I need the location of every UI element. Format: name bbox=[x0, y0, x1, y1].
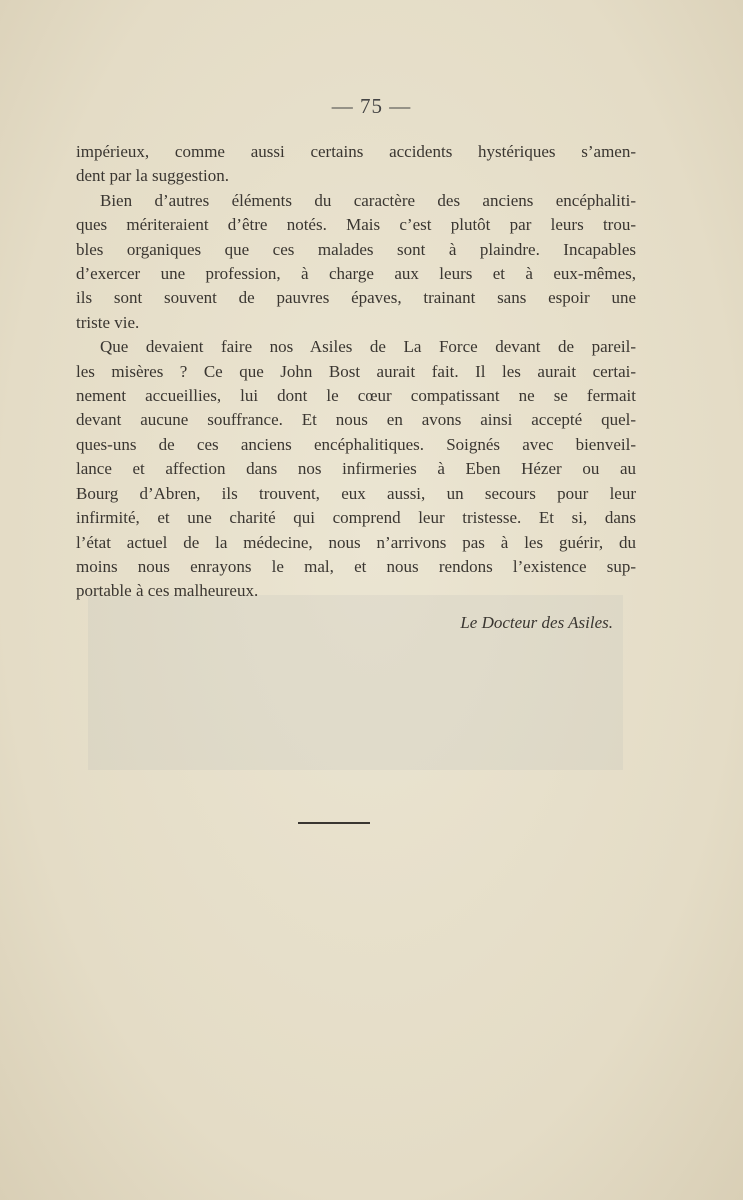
text-line: les misères ? Ce que John Bost aurait fait. Il les aurait certai- bbox=[76, 361, 636, 381]
text-line: moins nous enrayons le mal, et nous rendons l’existence sup- bbox=[76, 556, 636, 576]
paragraph-2 bbox=[76, 189, 636, 335]
text-line: lance et affection dans nos infirmeries à Eben Hézer ou au bbox=[76, 459, 636, 479]
text-line: bles organiques que ces malades sont à plaindre. Incapables bbox=[76, 239, 636, 259]
text-line: l’état actuel de la médecine, nous n’arrivons pas à les guérir, du bbox=[76, 532, 636, 552]
body-text bbox=[76, 140, 636, 604]
text-line: portable à ces malheureux. bbox=[76, 581, 259, 601]
signature: Le Docteur des Asiles. bbox=[460, 613, 613, 632]
text-line: nement accueillies, lui dont le cœur compatissant ne se fermait bbox=[76, 386, 636, 406]
text-line: Bien d’autres éléments du caractère des anciens encéphaliti- bbox=[100, 190, 636, 210]
section-rule bbox=[298, 822, 370, 824]
text-line: devant aucune souffrance. Et nous en avons ainsi accepté quel- bbox=[76, 410, 636, 430]
paragraph-1 bbox=[76, 140, 636, 189]
text-line: Bourg d’Abren, ils trouvent, eux aussi, un secours pour leur bbox=[76, 483, 636, 503]
page-number: — 75 — bbox=[331, 94, 412, 118]
paragraph-3 bbox=[76, 335, 636, 603]
text-line: dent par la suggestion. bbox=[76, 166, 229, 186]
text-line: impérieux, comme aussi certains accidents hystériques s’amen- bbox=[76, 142, 636, 161]
text-line: ques mériteraient d’être notés. Mais c’est plutôt par leurs trou- bbox=[76, 215, 636, 235]
text-line: infirmité, et une charité qui comprend leur tristesse. Et si, dans bbox=[76, 508, 636, 528]
text-line: ques-uns de ces anciens encéphalitiques. Soignés avec bienveil- bbox=[76, 434, 636, 454]
text-line: ils sont souvent de pauvres épaves, trainant sans espoir une bbox=[76, 288, 636, 308]
text-line: triste vie. bbox=[76, 312, 140, 332]
text-line: Que devaient faire nos Asiles de La Force devant de pareil- bbox=[100, 337, 636, 357]
text-line: d’exercer une profession, à charge aux leurs et à eux-mêmes, bbox=[76, 264, 636, 284]
